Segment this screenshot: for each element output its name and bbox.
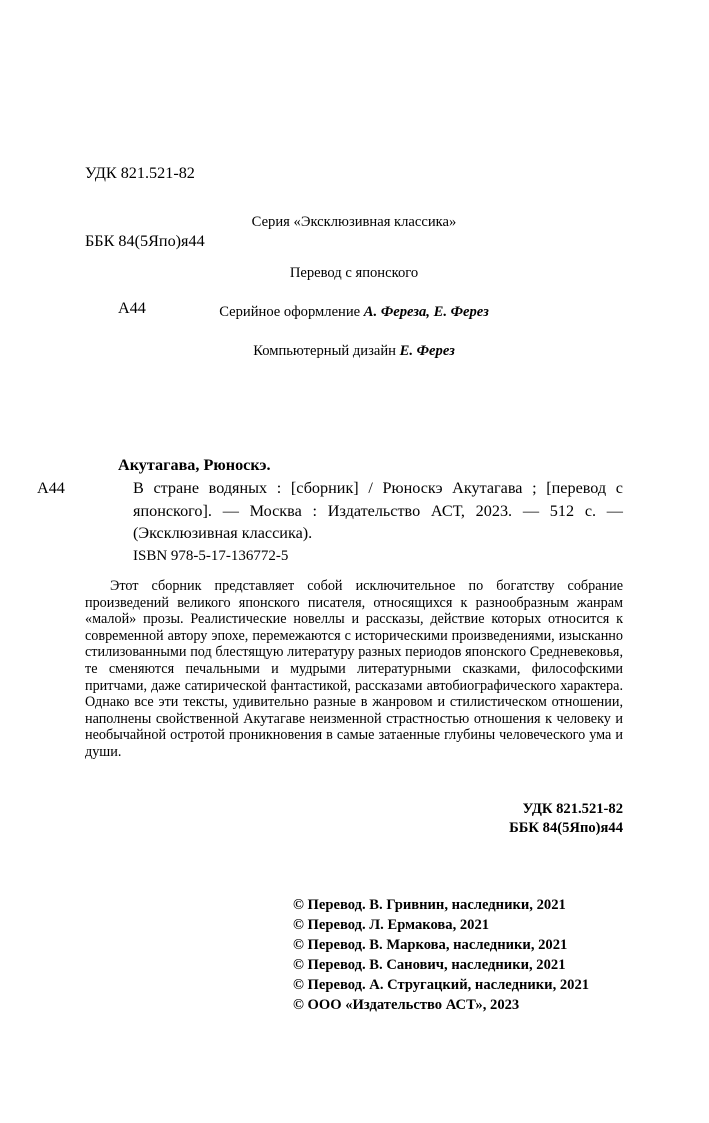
translation-note: Перевод с японского <box>289 265 419 281</box>
spacer-3 <box>85 321 623 343</box>
bbk-code-bottom: ББК 84(5Япо)я44 <box>509 819 623 836</box>
classification-codes-bottom <box>85 800 623 837</box>
biblio-shelf-mark: А44 <box>37 479 65 497</box>
udk-code-bottom: УДК 821.521-82 <box>522 801 623 817</box>
bibliographic-record <box>37 455 623 567</box>
copyright-line: © Перевод. Л. Ермакова, 2021 <box>293 916 490 933</box>
copyright-line: © Перевод. В. Гривнин, наследники, 2021 <box>293 897 566 913</box>
series-name: Серия «Эксклюзивная классика» <box>251 214 457 230</box>
isbn-line: ISBN 978-5-17-136772-5 <box>133 547 289 564</box>
computer-design-label: Компьютерный дизайн <box>253 343 400 359</box>
author-shelf-code-top: А44 <box>118 299 146 317</box>
bbk-code-top: ББК 84(5Япо)я44 <box>85 231 205 250</box>
series-design-credit <box>85 304 623 321</box>
series-credits-block <box>85 214 623 360</box>
computer-design-names: Е. Ферез <box>399 343 455 359</box>
spacer-2 <box>85 282 623 304</box>
biblio-description <box>37 477 623 545</box>
series-design-label: Серийное оформление <box>219 304 364 320</box>
copyright-line: © Перевод. В. Санович, наследники, 2021 <box>293 956 566 973</box>
copyright-line: © Перевод. В. Маркова, наследники, 2021 <box>293 936 568 953</box>
copyright-line: © ООО «Издательство АСТ», 2023 <box>293 996 520 1013</box>
biblio-description-text: В стране водяных : [сборник] / Рюноскэ Акутагава ; [перевод с японского]. — Москва : Издательство АСТ, 2023. — 512 с. — (Эксклюзивная классика). <box>133 479 623 542</box>
series-design-names: А. Фереза, Е. Ферез <box>363 304 489 320</box>
biblio-author-heading: Акутагава, Рюноскэ. <box>118 456 271 474</box>
spacer-1 <box>85 231 623 265</box>
computer-design-credit <box>85 343 623 360</box>
udk-code-top: УДК 821.521-82 <box>85 164 195 182</box>
copyright-block <box>293 896 589 1015</box>
annotation-paragraph: Этот сборник представляет собой исключительное по богатству собрание произведений великого японского писателя, относящихся к разнообразным жанрам «малой» прозы. Реалистические новеллы и рассказы, действие которых относится к современной автору эпохе, перемежаются с историческими произведениями, изысканно стилизованными под блестящую литературу разных периодов японского Средневековья, те сменяются печальными и мудрыми литературными сказками, философскими притчами, даже сатирической фантастикой, рассказами автобиографического характера. Однако все эти тексты, удивительно разные в жанровом и стилистическом отношении, наполнены свойственной Акутагаве неизменной страстностью отношения к человеку и необычайной остротой проникновения в самые затаенные глубины человеческого ума и души. <box>85 578 623 760</box>
copyright-line: © Перевод. А. Стругацкий, наследники, 2021 <box>293 976 590 993</box>
